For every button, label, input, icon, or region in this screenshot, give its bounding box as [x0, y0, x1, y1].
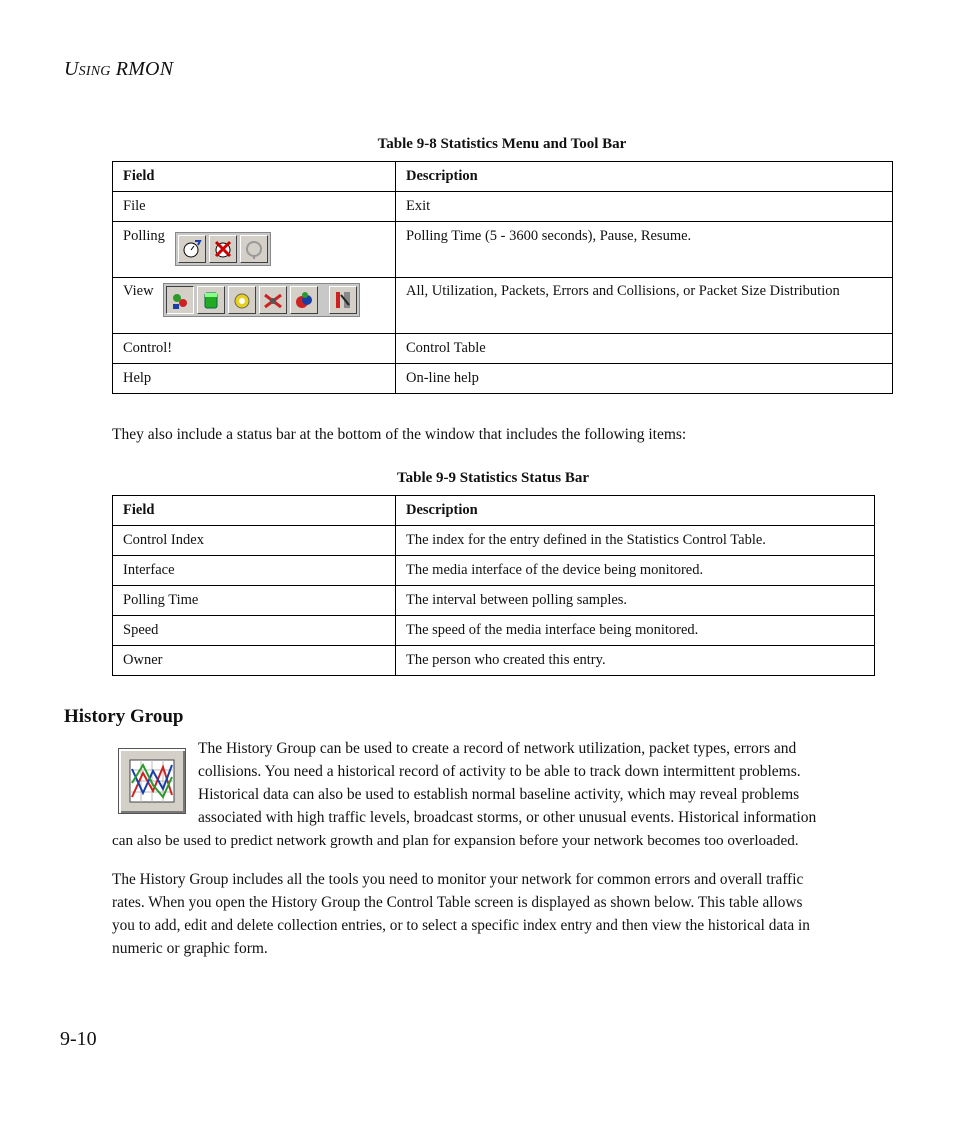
table-status-bar [112, 495, 875, 676]
packets-icon[interactable] [228, 286, 256, 314]
row-description: The index for the entry defined in the Statistics Control Table. [396, 526, 875, 556]
history-paragraph-2-line-2: rates. When you open the History Group the Control Table screen is displayed as shown below. This table allows [112, 894, 803, 911]
polling-toolbar [175, 232, 271, 266]
table-row [113, 586, 875, 616]
table-row [113, 526, 875, 556]
running-header: USING RMON [64, 58, 174, 80]
history-paragraph-1-line-2: collisions. You need a historical record of activity to be able to track down intermittent problems. [198, 763, 801, 780]
view-toolbar [163, 283, 360, 317]
pause-icon[interactable] [209, 235, 237, 263]
packet-size-icon[interactable] [290, 286, 318, 314]
table-row [113, 334, 893, 364]
table2-caption: Table 9-9 Statistics Status Bar [397, 470, 589, 486]
row-description: Control Table [396, 334, 893, 364]
row-field: Speed [113, 616, 396, 646]
history-paragraph-1-line-3: Historical data can also be used to establish normal baseline activity, which may reveal problems [198, 786, 800, 803]
header-field: Field [113, 496, 396, 526]
row-field: Polling Time [113, 586, 396, 616]
row-field: Help [113, 364, 396, 394]
row-description: The speed of the media interface being monitored. [396, 616, 875, 646]
stopwatch-icon[interactable] [178, 235, 206, 263]
table-row [113, 556, 875, 586]
section-heading: History Group [64, 706, 184, 727]
row-description: The interval between polling samples. [396, 586, 875, 616]
row-field: Control! [113, 334, 396, 364]
row-description: Exit [396, 192, 893, 222]
table-row [113, 278, 893, 334]
row-description: Polling Time (5 - 3600 seconds), Pause, Resume. [396, 222, 893, 278]
row-field: View [123, 283, 154, 299]
row-field: Control Index [113, 526, 396, 556]
page-number: 9-10 [60, 1028, 97, 1050]
history-paragraph-2-line-3: you to add, edit and delete collection entries, or to select a specific index entry and then view the historical data in [112, 917, 810, 934]
history-chart-icon [118, 748, 186, 814]
history-paragraph-2-line-1: The History Group includes all the tools you need to monitor your network for common errors and overall traffic [112, 871, 804, 888]
table-row [113, 222, 893, 278]
all-icon[interactable] [166, 286, 194, 314]
control-table-icon[interactable] [329, 286, 357, 314]
history-paragraph-1-line-4: associated with high traffic levels, broadcast storms, or other unusual events. Historical information [198, 809, 817, 826]
table-row [113, 364, 893, 394]
table-header-row [113, 162, 893, 192]
row-description: The media interface of the device being monitored. [396, 556, 875, 586]
header-field: Field [113, 162, 396, 192]
row-description: All, Utilization, Packets, Errors and Collisions, or Packet Size Distribution [396, 278, 893, 334]
table-row [113, 646, 875, 676]
utilization-icon[interactable] [197, 286, 225, 314]
row-field: Interface [113, 556, 396, 586]
table-menu-toolbar [112, 161, 893, 394]
row-description: The person who created this entry. [396, 646, 875, 676]
table1-caption: Table 9-8 Statistics Menu and Tool Bar [377, 136, 627, 152]
resume-icon[interactable] [240, 235, 268, 263]
errors-collisions-icon[interactable] [259, 286, 287, 314]
row-description: On-line help [396, 364, 893, 394]
row-field: Owner [113, 646, 396, 676]
row-field-cell [113, 222, 396, 278]
header-description: Description [396, 162, 893, 192]
table-row [113, 616, 875, 646]
intro-paragraph: They also include a status bar at the bottom of the window that includes the following items: [112, 426, 687, 443]
table-row [113, 192, 893, 222]
table-header-row [113, 496, 875, 526]
row-field-cell [113, 278, 396, 334]
row-field: Polling [123, 228, 165, 244]
row-field: File [113, 192, 396, 222]
history-paragraph-2-line-4: numeric or graphic form. [112, 940, 268, 957]
history-paragraph-1-line-1: The History Group can be used to create a record of network utilization, packet types, errors and [198, 740, 797, 757]
history-paragraph-1-line-5: can also be used to predict network growth and plan for expansion before your network becomes too overloaded. [112, 832, 799, 849]
header-description: Description [396, 496, 875, 526]
